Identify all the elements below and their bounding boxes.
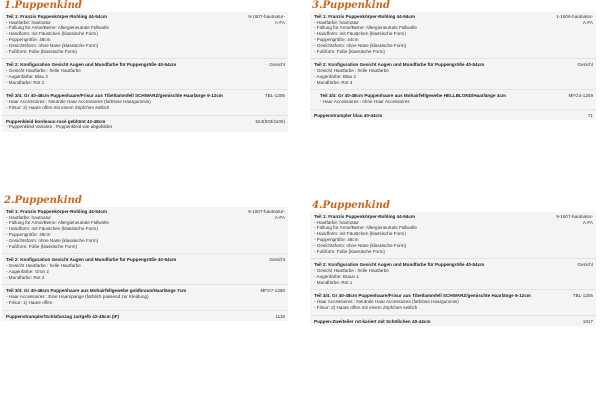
doll-heading: 2.Puppenkind	[4, 195, 82, 206]
face-item	[2, 253, 288, 282]
extra-detail: - Puppenkleid Variante : Puppenkleid wie abgebildet	[6, 124, 112, 130]
hair-item	[2, 284, 288, 307]
extra-info	[314, 319, 583, 325]
hair-detail: - Haar Accessoires : Neutrale Haar Accessoires (farblose Haargummis)	[6, 98, 151, 104]
face-detail: - Augenfarbe: Blau 2	[6, 73, 48, 79]
doll-heading: 1.Puppenkind	[4, 0, 82, 11]
face-sku: Gesicht	[577, 262, 593, 268]
face-detail: - Mundfarbe: Rot 2	[6, 79, 45, 85]
face-item	[310, 58, 596, 87]
doll-order-2	[2, 195, 288, 321]
hair-item	[2, 89, 288, 112]
hair-info	[6, 93, 265, 110]
body-detail: - Fußform: Füße (klassische Form)	[314, 248, 385, 254]
body-detail: - Hautfarbe: hautnatur	[314, 19, 359, 25]
body-detail: - Puppengröße: 48cm	[6, 36, 51, 42]
hair-detail: - Frisur: 2) Haare offen mit einem Zöpfchen seitlich	[314, 304, 418, 310]
body-item	[2, 207, 288, 251]
hair-sku: MFG7-1260	[260, 288, 285, 294]
body-detail: - Gesichtsform: ohne Nase (klassische Form)	[314, 242, 407, 248]
doll-order-4	[310, 200, 596, 326]
hair-detail: - Frisur: 1) Haare offen	[6, 299, 53, 305]
face-detail: - Augenfarbe: Braun 1	[314, 273, 359, 279]
extra-title: Puppenstrampler blau 40-44cm	[314, 112, 383, 118]
face-detail: - Gesicht Hautfarbe : helle Hautfarbe	[6, 67, 81, 73]
body-detail: - Puppengröße: 44cm	[314, 36, 359, 42]
hair-sku: MFG4-1259	[568, 93, 593, 99]
doll-heading: 4.Puppenkind	[312, 200, 390, 211]
hair-detail: - Haar Accessoires : ohne Haar Accessoires	[320, 98, 410, 104]
hair-sku: TBL-1205	[264, 93, 285, 99]
body-item	[310, 212, 596, 256]
face-title: Teil 2: Konfiguration Gesicht Augen und Mundfarbe für Puppengröße 40-54cm	[314, 262, 485, 268]
extra-title: Puppen-Zweiteiler rot-kariert mit Schößchen 40-44cm	[314, 318, 431, 324]
hair-title: Teil 3/4: Gr 40-48cm Puppenhaare aus Mohairfellgewebe goldbraun/Haarlänge 7cm	[6, 288, 187, 294]
hair-sku: TBL-1205	[572, 293, 593, 299]
face-title: Teil 2: Konfiguration Gesicht Augen und Mundfarbe für Puppengröße 40-54cm	[314, 62, 485, 68]
extra-sku: 1118	[275, 313, 285, 319]
body-sku: 9-1607-hautnatur-A-FA	[248, 209, 285, 220]
body-detail: - Hautfarbe: hautnatur	[6, 19, 51, 25]
body-detail: - Fußform: Füße (klassische Form)	[6, 48, 77, 54]
body-info	[6, 209, 247, 249]
hair-detail: - Haar Accessoires : Neutrale Haar Accessoires (farblose Haargummis)	[314, 298, 459, 304]
order-card	[310, 212, 596, 326]
face-info	[6, 62, 269, 85]
body-sku: 1-1606-hautnatur-A-FA	[556, 14, 593, 25]
face-sku: Gesicht	[269, 257, 285, 263]
face-detail: - Augenfarbe: Grün 2	[6, 268, 49, 274]
body-detail: - Fußform: Füße (klassische Form)	[314, 48, 385, 54]
hair-detail: - Haar Accessoires : Eine Haarspange (farblich passend zur Kleidung)	[6, 293, 149, 299]
body-detail: - Füllung für Arme/Beine: Allergieneutrale Füllwolle	[314, 25, 417, 31]
body-detail: - Handform: mit Fäustchen (klassische Form)	[314, 231, 406, 237]
body-info	[314, 14, 555, 54]
extra-item	[2, 115, 288, 132]
extra-title: Puppenkleid bordeaux-rosé geblümt 42-48cm	[6, 118, 106, 124]
face-item	[2, 58, 288, 87]
hair-item	[310, 289, 596, 312]
face-detail: - Augenfarbe: Blau 2	[314, 73, 356, 79]
hair-title: Teil 3/4: Gr 40-48cm Puppenhaare aus Mohairfellgewebe HELLBLOND/Haarlänge 4cm	[320, 93, 507, 99]
doll-heading: 3.Puppenkind	[312, 0, 390, 11]
face-info	[314, 62, 577, 85]
extra-sku: 1817	[582, 318, 593, 324]
extra-item	[310, 109, 596, 121]
extra-item	[2, 310, 288, 322]
body-detail: - Hautfarbe: hautnatur	[6, 214, 51, 220]
body-title: Teil 1: Franzis Puppenkörper-Rohling 44-54cm	[314, 14, 415, 19]
extra-info	[6, 119, 255, 130]
face-title: Teil 2: Konfiguration Gesicht Augen und Mundfarbe für Puppengröße 40-54cm	[6, 62, 177, 68]
extra-info	[314, 113, 588, 119]
hair-item	[310, 89, 596, 106]
body-detail: - Handform: mit Fäustchen (klassische Form)	[6, 31, 98, 37]
body-detail: - Gesichtsform: ohne Nase (klassische Form)	[6, 237, 99, 243]
hair-info	[320, 93, 568, 104]
body-detail: - Handform: mit Fäustchen (klassische Form)	[314, 31, 406, 37]
hair-detail: - Frisur: 2) Haare offen mit einem Zöpfchen seitlich	[6, 104, 110, 110]
body-detail: - Füllung für Arme/Beine: Allergieneutrale Füllwolle	[6, 25, 109, 31]
body-detail: - Füllung für Arme/Beine: Allergieneutrale Füllwolle	[6, 220, 109, 226]
face-info	[6, 257, 269, 280]
face-detail: - Mundfarbe: Rot 3	[314, 79, 353, 85]
order-card	[2, 12, 288, 132]
body-detail: - Puppengröße: 48cm	[314, 236, 359, 242]
face-sku: Gesicht	[269, 62, 285, 68]
body-detail: - Hautfarbe: hautnatur	[314, 219, 359, 225]
body-item	[310, 12, 596, 56]
body-title: Teil 1: Franzis Puppenkörper-Rohling 44-54cm	[6, 209, 107, 214]
order-card	[2, 207, 288, 321]
doll-order-1	[2, 0, 288, 132]
face-detail: - Gesicht Hautfarbe : helle Hautfarbe	[314, 67, 389, 73]
extra-sku: 524(503/1100)	[255, 118, 285, 124]
face-detail: - Mundfarbe: Rot 2	[6, 274, 45, 280]
body-detail: - Gesichtsform: ohne Nase (klassische Form)	[314, 42, 407, 48]
body-title: Teil 1: Franzis Puppenkörper-Rohling 44-54cm	[6, 14, 107, 19]
extra-info	[6, 314, 275, 320]
hair-info	[314, 293, 573, 310]
body-sku: 9-1607-hautnatur-A-FA	[248, 14, 285, 25]
extra-sku: 71	[587, 112, 593, 118]
body-sku: 9-1607-hautnatur-A-FA	[556, 214, 593, 225]
extra-item	[310, 315, 596, 327]
body-detail: - Gesichtsform: ohne Nase (klassische Form)	[6, 42, 99, 48]
extra-title: Puppenstrampler/Schlafanzug zartgelb 42-48cm (IF)	[6, 313, 120, 319]
face-detail: - Mundfarbe: Rot 1	[314, 279, 353, 285]
hair-title: Teil 3/4: Gr 40-48cm Puppenhaare/Frisur aus Tibetlammfell SCHWARZ/gemischte Haarlänge 9-12cm	[6, 93, 223, 99]
body-detail: - Füllung für Arme/Beine: Allergieneutrale Füllwolle	[314, 225, 417, 231]
body-info	[314, 214, 555, 254]
body-item	[2, 12, 288, 56]
hair-title: Teil 3/4: Gr 40-48cm Puppenhaare/Frisur aus Tibetlammfell SCHWARZ/gemischte Haarlänge 9-12cm	[314, 293, 531, 299]
body-detail: - Puppengröße: 48cm	[6, 231, 51, 237]
face-item	[310, 258, 596, 287]
body-title: Teil 1: Franzis Puppenkörper-Rohling 44-54cm	[314, 214, 415, 219]
body-detail: - Fußform: Füße (klassische Form)	[6, 243, 77, 249]
face-info	[314, 262, 577, 285]
body-info	[6, 14, 247, 54]
hair-info	[6, 288, 260, 305]
order-card	[310, 12, 596, 120]
face-title: Teil 2: Konfiguration Gesicht Augen und Mundfarbe für Puppengröße 40-54cm	[6, 257, 177, 263]
face-detail: - Gesicht Hautfarbe : helle Hautfarbe	[6, 262, 81, 268]
doll-order-3	[310, 0, 596, 120]
face-detail: - Gesicht Hautfarbe : helle Hautfarbe	[314, 267, 389, 273]
body-detail: - Handform: mit Fäustchen (klassische Form)	[6, 226, 98, 232]
face-sku: Gesicht	[577, 62, 593, 68]
